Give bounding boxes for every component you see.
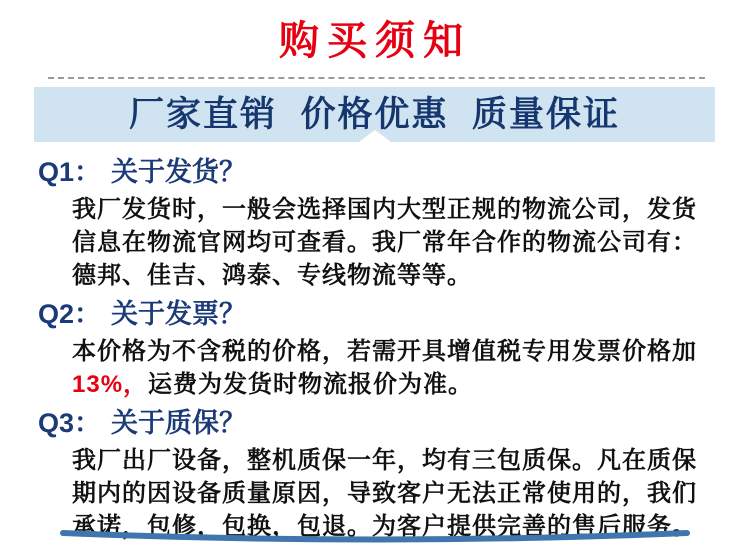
footer-arc-decoration [58, 529, 692, 544]
tax-rate-highlight: 13%， [72, 371, 149, 398]
answer-text [72, 335, 714, 401]
question-label: Q3： [38, 408, 102, 438]
page-title: 购买须知 [279, 19, 471, 63]
answer-text: 我厂发货时，一般会选择国内大型正规的物流公司，发货信息在物流官网均可查看。我厂常年合作的物流公司有：德邦、佳吉、鸿泰、专线物流等等。 [72, 196, 697, 289]
notch-triangle-icon [359, 130, 391, 142]
promo-banner-text: 厂家直销 价格优惠 质量保证 [129, 95, 620, 134]
question-title: 关于发票？ [111, 299, 247, 329]
promo-banner [34, 87, 715, 142]
question-label: Q2： [38, 299, 102, 329]
dashed-divider [48, 77, 705, 79]
question-title: 关于发货？ [111, 157, 247, 187]
faq-item-invoice [38, 300, 712, 401]
question-heading [38, 300, 712, 329]
faq-item-warranty [38, 409, 712, 543]
faq-item-shipping [38, 158, 712, 292]
question-title: 关于质保？ [111, 408, 247, 438]
answer-segment: 运费为发货时物流报价为准。 [148, 371, 474, 398]
question-heading [38, 158, 712, 187]
question-label: Q1： [38, 157, 102, 187]
faq-list [0, 158, 750, 543]
answer-text: 我厂出厂设备，整机质保一年，均有三包质保。凡在质保期内的因设备质量原因，导致客户无法正常使用的，我们承诺，包修，包换，包退。为客户提供完善的售后服务。 [72, 447, 697, 540]
answer-segment: 本价格为不含税的价格，若需开具增值税专用发票价格加 [72, 338, 697, 365]
question-heading [38, 409, 712, 438]
